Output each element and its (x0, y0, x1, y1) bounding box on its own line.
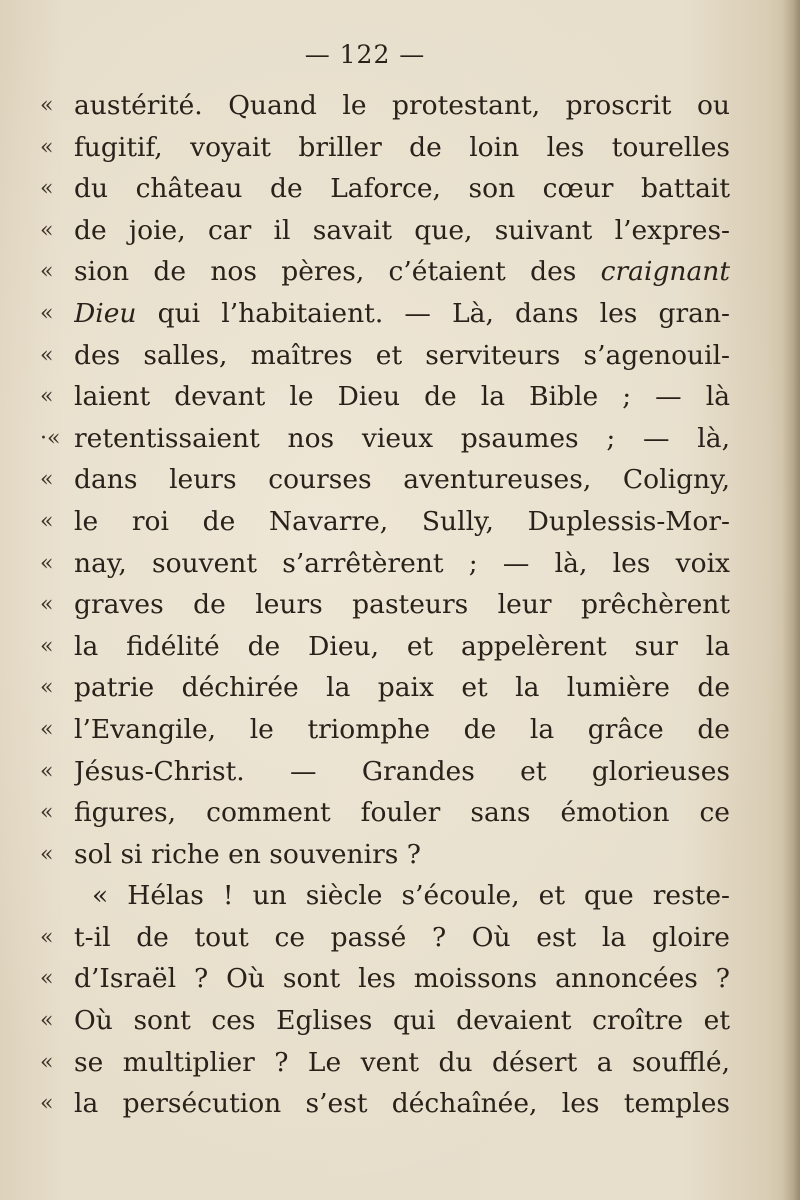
text-line (40, 1000, 730, 1042)
quote-mark: « (40, 675, 54, 701)
body-text (40, 85, 730, 1125)
quote-mark: « (40, 758, 54, 784)
text-line (40, 958, 730, 1000)
line-text: sol si riche en souvenirs ? (74, 838, 421, 870)
line-text: graves de leurs pasteurs leur prêchèrent (74, 589, 730, 621)
line-text (74, 293, 730, 335)
line-text: l’Evangile, le triomphe de la grâce de (74, 713, 730, 745)
line-text: figures, comment fouler sans émotion ce (74, 797, 730, 829)
text-line (40, 293, 730, 335)
line-text: Jésus-Christ. — Grandes et glorieuses (74, 755, 730, 787)
line-text-rest: qui l’habitaient. — Là, dans les gran- (136, 297, 730, 329)
line-text: « Hélas ! un siècle s’écoule, et que reste- (92, 880, 730, 912)
quote-mark: « (40, 176, 54, 202)
page-edge-shadow (782, 0, 800, 1200)
text-line (40, 584, 730, 626)
text-line (40, 834, 730, 876)
quote-mark: « (40, 384, 54, 410)
line-text: t-il de tout ce passé ? Où est la gloire (74, 921, 730, 953)
quote-mark: « (40, 800, 54, 826)
quote-mark: « (40, 633, 54, 659)
line-text: d’Israël ? Où sont les moissons annoncées ? (74, 963, 730, 995)
quote-mark: « (40, 1008, 54, 1034)
text-line (40, 626, 730, 668)
quote-mark: « (40, 508, 54, 534)
line-text: laient devant le Dieu de la Bible ; — là (74, 381, 730, 413)
text-line (40, 85, 730, 127)
line-text: du château de Laforce, son cœur battait (74, 173, 730, 205)
text-line (40, 543, 730, 585)
line-text: nay, souvent s’arrêtèrent ; — là, les voix (74, 547, 730, 579)
line-text: patrie déchirée la paix et la lumière de (74, 672, 730, 704)
line-text: le roi de Navarre, Sully, Duplessis-Mor- (74, 505, 730, 537)
line-text: de joie, car il savait que, suivant l’expres- (74, 214, 730, 246)
text-line (40, 168, 730, 210)
quote-mark: « (40, 134, 54, 160)
text-line (40, 1083, 730, 1125)
text-line (40, 251, 730, 293)
quote-mark: « (40, 550, 54, 576)
quote-mark: « (40, 1049, 54, 1075)
line-text: la fidélité de Dieu, et appelèrent sur la (74, 630, 730, 662)
quote-mark: « (40, 217, 54, 243)
line-text: Où sont ces Eglises qui devaient croître et (74, 1005, 730, 1037)
text-line (40, 709, 730, 751)
quote-mark: ·« (40, 425, 61, 451)
text-line (40, 418, 730, 460)
quote-mark: « (40, 1091, 54, 1117)
line-text: la persécution s’est déchaînée, les temples (74, 1088, 730, 1120)
quote-mark: « (40, 966, 54, 992)
line-text: se multiplier ? Le vent du désert a soufflé, (74, 1046, 730, 1078)
line-text: dans leurs courses aventureuses, Coligny, (74, 464, 730, 496)
line-text (74, 251, 730, 293)
line-text: fugitif, voyait briller de loin les tourelles (74, 131, 730, 163)
line-text: des salles, maîtres et serviteurs s’agenouil- (74, 339, 730, 371)
text-line (40, 459, 730, 501)
text-line (40, 1042, 730, 1084)
italic-word: Dieu (74, 297, 137, 329)
quote-mark: « (40, 924, 54, 950)
quote-mark (40, 875, 74, 917)
page-number: — 122 — (304, 40, 426, 69)
quote-mark: « (40, 841, 54, 867)
line-text: retentissaient nos vieux psaumes ; — là, (74, 422, 730, 454)
text-line (40, 917, 730, 959)
text-line (40, 751, 730, 793)
text-line (40, 792, 730, 834)
quote-mark: « (40, 716, 54, 742)
italic-word: craignant (600, 256, 730, 288)
text-line (40, 210, 730, 252)
text-line (40, 376, 730, 418)
quote-mark: « (40, 592, 54, 618)
quote-mark: « (40, 342, 54, 368)
quote-mark: « (40, 467, 54, 493)
quote-mark: « (40, 300, 54, 326)
text-line (40, 875, 730, 917)
quote-mark: « (40, 259, 54, 285)
text-line (40, 667, 730, 709)
quote-mark: « (40, 93, 54, 118)
text-line (40, 501, 730, 543)
text-line (40, 127, 730, 169)
line-text-start: sion de nos pères, c’étaient des (74, 256, 601, 288)
line-text: austérité. Quand le protestant, proscrit ou (74, 90, 730, 121)
text-line (40, 335, 730, 377)
